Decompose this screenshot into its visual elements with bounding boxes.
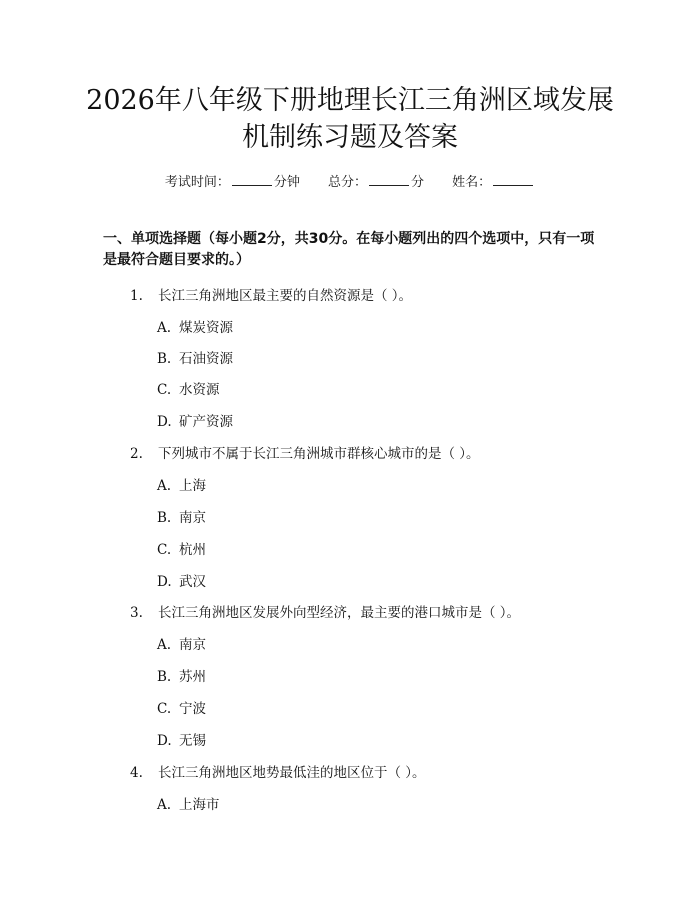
option-text: 矿产资源 xyxy=(179,414,233,430)
question-2 xyxy=(130,442,480,462)
option-letter: D. xyxy=(157,414,172,430)
question-number: 1. xyxy=(130,288,143,304)
option-text: 上海市 xyxy=(179,797,220,813)
option-letter: A. xyxy=(157,637,172,653)
name-label: 姓名： xyxy=(452,175,492,190)
option-3a xyxy=(157,633,206,653)
option-3b xyxy=(157,665,206,685)
page-title-line-1: 2026年八年级下册地理长江三角洲区域发展 xyxy=(86,85,614,116)
option-2d xyxy=(157,570,206,590)
option-letter: A. xyxy=(157,478,172,494)
option-1b xyxy=(157,347,233,367)
option-text: 水资源 xyxy=(179,382,220,398)
option-text: 南京 xyxy=(179,510,206,526)
option-2a xyxy=(157,474,206,494)
section-heading: 一、单项选择题（每小题2分，共30分。在每小题列出的四个选项中，只有一项是最符合题目要求的。） xyxy=(103,231,595,268)
option-letter: C. xyxy=(157,701,172,717)
option-text: 南京 xyxy=(179,637,206,653)
option-letter: A. xyxy=(157,320,172,336)
option-text: 煤炭资源 xyxy=(179,320,233,336)
question-number: 2. xyxy=(130,446,143,462)
option-text: 武汉 xyxy=(179,574,206,590)
page-title-line-2: 机制练习题及答案 xyxy=(242,122,458,153)
option-1a xyxy=(157,316,233,336)
question-number: 4. xyxy=(130,765,143,781)
question-text: 长江三角洲地区地势最低洼的地区位于（ ）。 xyxy=(158,765,426,781)
option-text: 杭州 xyxy=(179,542,206,558)
exam-time-blank xyxy=(232,174,272,186)
option-letter: C. xyxy=(157,542,172,558)
question-text: 下列城市不属于长江三角洲城市群核心城市的是（ ）。 xyxy=(158,446,480,462)
exam-time-field xyxy=(165,175,300,190)
option-4a xyxy=(157,793,220,813)
name-field xyxy=(452,175,535,190)
option-1d xyxy=(157,410,233,430)
total-score-field xyxy=(328,175,424,190)
question-4 xyxy=(130,761,426,781)
option-letter: A. xyxy=(157,797,172,813)
option-3d xyxy=(157,729,206,749)
question-3 xyxy=(130,601,520,621)
option-3c xyxy=(157,697,206,717)
exam-info-bar xyxy=(0,171,700,190)
option-text: 无锡 xyxy=(179,733,206,749)
option-letter: D. xyxy=(157,733,172,749)
option-letter: B. xyxy=(157,351,172,367)
option-2b xyxy=(157,506,206,526)
question-1 xyxy=(130,284,412,304)
option-text: 苏州 xyxy=(179,669,206,685)
option-text: 上海 xyxy=(179,478,206,494)
question-text: 长江三角洲地区发展外向型经济，最主要的港口城市是（ ）。 xyxy=(158,605,521,621)
total-score-label: 总分： xyxy=(327,175,367,190)
option-1c xyxy=(157,378,220,398)
option-letter: B. xyxy=(157,669,172,685)
exam-time-label: 考试时间： xyxy=(164,175,230,190)
total-score-unit: 分 xyxy=(411,175,425,190)
name-blank xyxy=(493,174,533,186)
question-text: 长江三角洲地区最主要的自然资源是（ ）。 xyxy=(158,288,413,304)
option-letter: B. xyxy=(157,510,172,526)
total-score-blank xyxy=(369,174,409,186)
option-text: 石油资源 xyxy=(179,351,233,367)
question-number: 3. xyxy=(130,605,143,621)
option-2c xyxy=(157,538,206,558)
option-letter: C. xyxy=(157,382,172,398)
option-letter: D. xyxy=(157,574,172,590)
option-text: 宁波 xyxy=(179,701,206,717)
exam-time-unit: 分钟 xyxy=(273,175,300,190)
